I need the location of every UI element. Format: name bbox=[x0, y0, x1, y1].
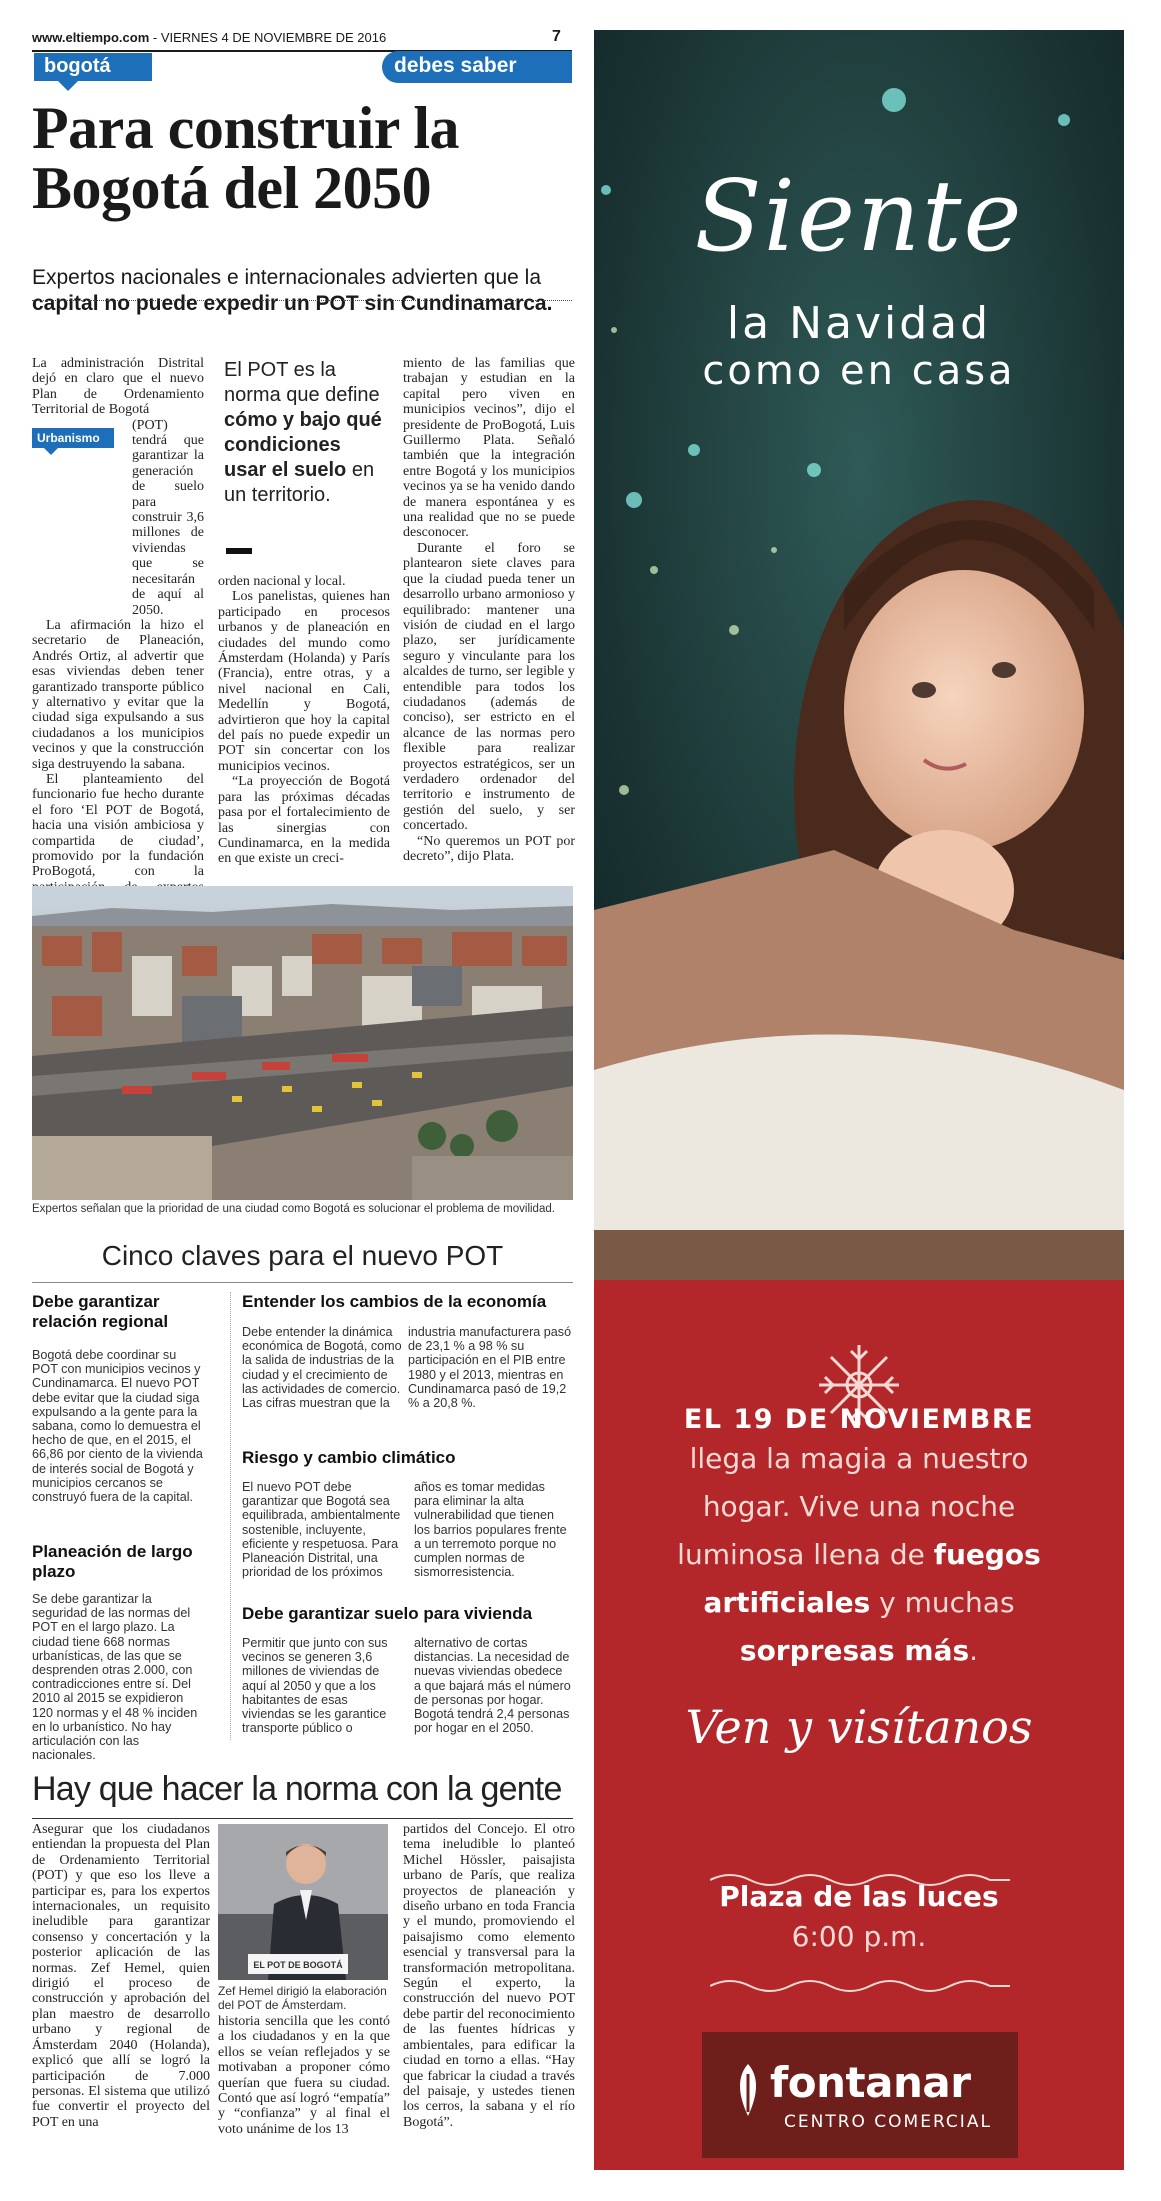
subhead-line-2: capital no puede expedir un POT sin Cundinamarca. bbox=[32, 292, 553, 315]
pull-quote-dash bbox=[226, 548, 252, 554]
paragraph: La afirmación la hizo el secretario de Planeación, Andrés Ortiz, al advertir que esas viviendas deben tener garantizado transporte público y alternativo y evitar que la ciudad siga expulsando a sus ciudadanos a los municipios vecinos y que la construcción siga destruyendo la sabana. bbox=[32, 617, 204, 772]
ad-copy-line-3 bbox=[614, 1538, 1104, 1571]
site-url: www.eltiempo.com bbox=[32, 30, 150, 45]
speaker-photo-caption: Zef Hemel dirigió la elaboración del POT de Ámsterdam. bbox=[218, 1984, 387, 2012]
ad-title-line-2: la Navidad bbox=[726, 298, 992, 349]
pull-quote-end: en un territorio. bbox=[224, 459, 375, 506]
ad-copy-text: luminosa llena de bbox=[677, 1538, 934, 1571]
ad-venue: Plaza de las luces bbox=[719, 1880, 999, 1913]
ad-copy-line-1: llega la magia a nuestro bbox=[689, 1442, 1029, 1475]
ad-copy-text: y muchas bbox=[870, 1586, 1015, 1619]
article-headline: Para construir la Bogotá del 2050 bbox=[32, 95, 459, 221]
photo-caption: Expertos señalan que la prioridad de una ciudad como Bogotá es solucionar el problema de movilidad. bbox=[32, 1203, 555, 1215]
paragraph: (POT) tendrá que garantizar la generación de suelo para construir 3,6 millones de viviendas que se necesitarán de aquí al 2050. bbox=[132, 417, 204, 618]
topic-tag: Urbanismo bbox=[32, 428, 114, 448]
keys-box-title: Cinco claves para el nuevo POT bbox=[101, 1240, 504, 1271]
key-3-text-b: industria manufacturera pasó de 23,1 % a 98 % su participación en el PIB entre 1980 y el 2013, mientras en Cundinamarca pasó de 19,2 % a 20,8 %. bbox=[408, 1325, 572, 1411]
key-5-text-a: Permitir que junto con sus vecinos se generen 3,6 millones de viviendas de aquí al 2050 y que a los habitantes de esas viviendas se les garantice transporte público o bbox=[242, 1636, 388, 1736]
key-2-text: Se debe garantizar la seguridad de las normas del POT en el largo plazo. La ciudad tiene 668 normas urbanísticas, de las que se desprenden otras 2.000, con contradicciones entre sí. Del 2010 al 2015 se expidieron 120 normas y el 48 % inciden en lo urbanístico. No hay articulación con las nacionales. bbox=[32, 1592, 198, 1763]
page-dateline bbox=[32, 30, 572, 50]
paragraph: “No queremos un POT por decreto”, dijo Plata. bbox=[403, 833, 575, 864]
ad-title-line-3: como en casa bbox=[702, 348, 1016, 394]
key-3-title: Entender los cambios de la economía bbox=[242, 1292, 547, 1311]
brand-subtitle: CENTRO COMERCIAL bbox=[784, 2112, 992, 2132]
ad-copy-bold: fuegos bbox=[933, 1538, 1041, 1571]
article2-headline: Hay que hacer la norma con la gente bbox=[32, 1770, 562, 1808]
paragraph: orden nacional y local. bbox=[218, 574, 346, 589]
key-5-text-b: alternativo de cortas distancias. La necesidad de nuevas viviendas obedece a que bajará más el número de personas por hogar. Bogotá tendrá 2,4 personas por hogar en el 2050. bbox=[414, 1636, 571, 1736]
key-1-text: Bogotá debe coordinar su POT con municipios vecinos y Cundinamarca. El nuevo POT debe evitar que la ciudad siga expulsando a la gente para la sabana, como lo demuestra el hecho de que, en el 2015, el 66,86 por ciento de la vivienda de interés social de Bogotá y municipios cercanos se construyó fuera de la capital. bbox=[32, 1348, 203, 1505]
key-1-title: Debe garantizar relación regional bbox=[32, 1292, 169, 1331]
key-5-title: Debe garantizar suelo para vivienda bbox=[242, 1604, 533, 1623]
city-aerial-image bbox=[32, 886, 573, 1200]
ad-copy-line-2: hogar. Vive una noche bbox=[702, 1490, 1016, 1523]
section-tag-pointer bbox=[58, 81, 78, 91]
paragraph: Los panelistas, quienes han participado en procesos urbanos y de planeación en ciudades del mundo como Ámsterdam (Holanda) y París (Francia), entre otras, y a nivel nacional en Cali, Medellín y Bogotá, advirtieron que hoy la capital del país no puede expedir un POT sin concertar con los municipios vecinos. bbox=[218, 589, 390, 774]
key-3-text-a: Debe entender la dinámica económica de Bogotá, como la salida de industrias de la ciudad y el crecimiento de las actividades de comercio. Las cifras muestran que la bbox=[242, 1325, 402, 1411]
keys-box-rule bbox=[32, 1282, 573, 1283]
subhead-line-1: Expertos nacionales e internacionales advierten que la bbox=[32, 266, 541, 289]
ad-photo bbox=[594, 30, 1124, 1280]
ad-title-script: Siente bbox=[694, 160, 1024, 274]
article2-column-3 bbox=[403, 1822, 575, 2130]
ad-copy-bold: artificiales bbox=[703, 1586, 871, 1619]
keys-column-divider bbox=[230, 1292, 231, 1740]
paragraph: La administración Distrital dejó en claro que el nuevo Plan de Ordenamiento Territorial de Bogotá bbox=[32, 356, 204, 418]
paragraph: El planteamiento del funcionario fue hecho durante el foro ‘El POT de Bogotá, hacia una visión ambiciosa y compartida de ciudad’, promovido por la fundación ProBogotá, con la bbox=[32, 771, 204, 880]
ad-script-invite: Ven y visítanos bbox=[685, 1700, 1033, 1754]
pull-quote-start: El POT es la norma que define bbox=[224, 359, 380, 406]
ad-date: EL 19 DE NOVIEMBRE bbox=[683, 1404, 1035, 1435]
ad-copy-line-4 bbox=[614, 1586, 1104, 1619]
speaker-image bbox=[218, 1824, 388, 1980]
column-tag: debes saber bbox=[382, 51, 572, 83]
key-4-text-a: El nuevo POT debe garantizar que Bogotá sea equilibrada, ambientalmente sostenible, incluyente, eficiente y respetuosa. Para Planeación Distrital, una prioridad de los próximos bbox=[242, 1480, 401, 1580]
key-4-title: Riesgo y cambio climático bbox=[242, 1448, 456, 1467]
article-subhead bbox=[32, 265, 572, 317]
ad-copy-text: . bbox=[969, 1634, 979, 1667]
paragraph: “La proyección de Bogotá para las próximas décadas pasa por el fortalecimiento de las sinergias con Cundinamarca, en la medida en que existe un creci- bbox=[218, 774, 390, 867]
section-tag: bogotá bbox=[34, 53, 152, 81]
key-2-title: Planeación de largo plazo bbox=[32, 1542, 193, 1581]
paragraph: historia sencilla que les contó a los ciudadanos y en la que ellos se veían reflejados y se motivaban a proponer cómo querían que fuera su ciudad. Contó que así logró “empatía” y “confianza” y al final el voto unánime de los 13 bbox=[218, 2014, 390, 2137]
ad-copy-line-5 bbox=[614, 1634, 1104, 1667]
ad-copy-bold: sorpresas más bbox=[739, 1634, 970, 1667]
city-photo bbox=[32, 886, 573, 1200]
article-column-3 bbox=[403, 356, 575, 864]
paragraph: partidos del Concejo. El otro tema ineludible lo planteó Michel Hössler, paisajista urbano de París, que realiza proyectos de planeación y diseño urbano en toda Francia y el mundo, promoviendo el paisajismo como elemento esencial y transversal para la transformación metropolitana. Según el experto, la construcción del nuevo POT debe partir del reconocimiento de las fuentes hídricas y ambientales, para edificar la ciudad en torno a ellas. “Hay que fabricar la ciudad a través del paisaje, y ustedes tienen los cerros, la sabana y el río Bogotá”. bbox=[403, 1822, 575, 2130]
article2-rule bbox=[32, 1818, 573, 1819]
pull-quote-bold: cómo y bajo qué condiciones usar el suelo bbox=[224, 409, 382, 481]
leaf-logo-icon bbox=[730, 2062, 766, 2118]
brand-name: fontanar bbox=[770, 2058, 971, 2107]
article2-column-2 bbox=[218, 2014, 390, 2137]
ad-time: 6:00 p.m. bbox=[791, 1920, 927, 1953]
topic-tag-pointer bbox=[44, 448, 58, 455]
key-4-text-b: años es tomar medidas para eliminar la alta vulnerabilidad que tienen los barrios populares frente a un terremoto porque no cumplen normas de sismorresistencia. bbox=[414, 1480, 567, 1580]
ornament-divider-bottom bbox=[710, 1976, 1010, 1996]
podium-sign: EL POT DE BOGOTÁ bbox=[253, 1960, 343, 1970]
fontanar-advertisement bbox=[594, 30, 1124, 2170]
paragraph: Asegurar que los ciudadanos entiendan la propuesta del Plan de Ordenamiento Territorial (POT) y que eso los lleve a participar es, para los expertos internacionales, un requisito ineludible para garantizar consenso y concertación y la posterior aplicación de las normas. Zef Hemel, quien dirigió el proceso de construcción y aprobación del plan maestro de desarrollo urbano y regional de Ámsterdam 2040 (Holanda), explicó que allí se logró la participación de 7.000 personas. El sistema que utilizó fue convertir el proyecto del POT en una bbox=[32, 1822, 210, 2130]
speaker-photo bbox=[218, 1824, 388, 1980]
edition-date: - VIERNES 4 DE NOVIEMBRE DE 2016 bbox=[149, 30, 387, 45]
paragraph: miento de las familias que trabajan y estudian en la capital pero viven en municipios vecinos”, dijo el presidente de ProBogotá, Luis Guillermo Plata. Señaló también que la integración entre Bogotá y los municipios vecinos ya se ha venido dando de manera espontánea y es una realidad que no se puede desconocer. bbox=[403, 356, 575, 541]
subhead-divider bbox=[32, 300, 572, 301]
article2-column-1 bbox=[32, 1822, 210, 2130]
page-number: 7 bbox=[552, 28, 561, 45]
paragraph: Durante el foro se plantearon siete claves para que la ciudad pueda tener un desarrollo urbano armonioso y equilibrado: mantener una visión de ciudad en el largo plazo, ser jurídicamente seguro y vinculante para los alcaldes de turno, ser legible y entendible para todos los ciudadanos (además de conciso), ser estricto en el alcance de las normas pero flexible para realizar proyectos estratégicos, ser un verdadero ordenador del territorio e instrumento de gestión del suelo, y ser concertado. bbox=[403, 540, 575, 834]
article-column-2 bbox=[218, 574, 390, 867]
pull-quote bbox=[224, 358, 384, 508]
